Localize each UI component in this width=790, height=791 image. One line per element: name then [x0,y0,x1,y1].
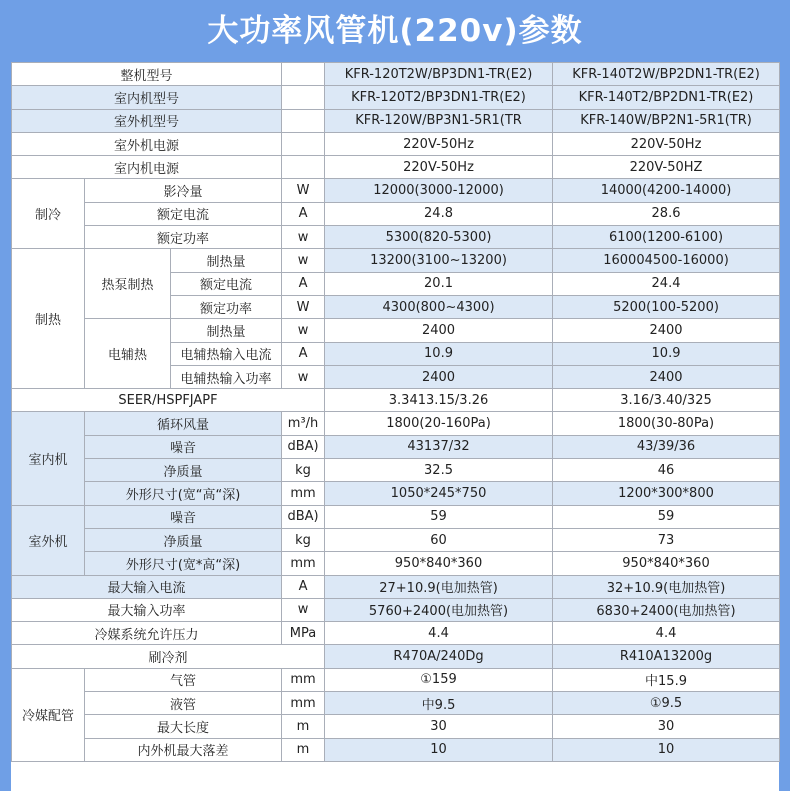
value-cell: 950*840*360 [325,552,553,575]
table-row [12,179,780,202]
value-cell: 73 [553,528,780,551]
unit-cell: kg [282,528,325,551]
unit-cell: W [282,179,325,202]
row-label: 最大输入功率 [12,598,282,621]
spec-sheet [11,62,779,791]
value-cell: 220V-50Hz [553,132,780,155]
value-cell: R470A/240Dg [325,645,553,668]
row-label: 室外机型号 [12,109,282,132]
value-cell: 10 [325,738,553,761]
value-cell: KFR-140W/BP2N1-5R1(TR) [553,109,780,132]
value-cell: 59 [325,505,553,528]
row-label: 额定功率 [85,226,282,249]
row-label: 额定功率 [171,295,282,318]
table-row [12,645,780,668]
unit-cell: mm [282,552,325,575]
group-label-indoor-unit: 室内机 [12,412,85,505]
value-cell: 中9.5 [325,692,553,715]
unit-cell: w [282,249,325,272]
table-row [12,86,780,109]
row-label: 制热量 [171,319,282,342]
value-cell: 220V-50HZ [553,156,780,179]
value-cell: 6830+2400(电加热管) [553,598,780,621]
value-cell: 24.8 [325,202,553,225]
row-label: 室外机电源 [12,132,282,155]
value-cell: 30 [553,715,780,738]
value-cell: 4300(800~4300) [325,295,553,318]
value-cell: 4.4 [325,622,553,645]
value-cell: 5200(100-5200) [553,295,780,318]
value-cell: 1800(30-80Pa) [553,412,780,435]
table-row [12,412,780,435]
unit-cell: A [282,342,325,365]
table-row [12,202,780,225]
table-row [12,692,780,715]
value-cell: KFR-120T2W/BP3DN1-TR(E2) [325,63,553,86]
unit-cell [282,156,325,179]
table-row [12,598,780,621]
value-cell: 220V-50Hz [325,132,553,155]
value-cell: ①9.5 [553,692,780,715]
row-label: 刷冷剂 [12,645,325,668]
row-label: 净质量 [85,459,282,482]
value-cell: 10.9 [553,342,780,365]
row-label: 制热量 [171,249,282,272]
value-cell: 中15.9 [553,668,780,691]
value-cell: 43/39/36 [553,435,780,458]
row-label: 冷媒系统允许压力 [12,622,282,645]
unit-cell: w [282,598,325,621]
value-cell: 3.3413.15/3.26 [325,389,553,412]
value-cell: 160004500-16000) [553,249,780,272]
group-label-heating: 制热 [12,249,85,389]
value-cell: 2400 [325,319,553,342]
value-cell: 13200(3100~13200) [325,249,553,272]
value-cell: 14000(4200-14000) [553,179,780,202]
value-cell: 20.1 [325,272,553,295]
row-label: 噪音 [85,505,282,528]
value-cell: KFR-120T2/BP3DN1-TR(E2) [325,86,553,109]
value-cell: 28.6 [553,202,780,225]
table-row [12,389,780,412]
value-cell: 1800(20-160Pa) [325,412,553,435]
row-label: 外形尺寸(宽“高“深) [85,482,282,505]
table-row [12,226,780,249]
unit-cell: w [282,365,325,388]
value-cell: 10 [553,738,780,761]
value-cell: R410A13200g [553,645,780,668]
row-label: 电辅热输入功率 [171,365,282,388]
table-row [12,132,780,155]
row-label: 循环风量 [85,412,282,435]
value-cell: 5760+2400(电加热管) [325,598,553,621]
table-row [12,715,780,738]
value-cell: 1050*245*750 [325,482,553,505]
unit-cell: w [282,319,325,342]
group-label-outdoor-unit: 室外机 [12,505,85,575]
value-cell: 2400 [553,365,780,388]
row-label: 最大长度 [85,715,282,738]
unit-cell [282,132,325,155]
table-row [12,575,780,598]
table-row [12,552,780,575]
value-cell: 32.5 [325,459,553,482]
table-row [12,528,780,551]
table-row [12,319,780,342]
value-cell: 12000(3000-12000) [325,179,553,202]
spec-table [11,62,780,762]
value-cell: KFR-120W/BP3N1-5R1(TR [325,109,553,132]
table-row [12,505,780,528]
table-row [12,459,780,482]
value-cell: 5300(820-5300) [325,226,553,249]
unit-cell: mm [282,692,325,715]
unit-cell: A [282,272,325,295]
unit-cell [282,63,325,86]
unit-cell: dBA) [282,505,325,528]
row-label: 额定电流 [85,202,282,225]
unit-cell [282,86,325,109]
row-label: 噪音 [85,435,282,458]
unit-cell: m [282,738,325,761]
value-cell: 10.9 [325,342,553,365]
value-cell: 3.16/3.40/325 [553,389,780,412]
unit-cell: dBA) [282,435,325,458]
value-cell: 43137/32 [325,435,553,458]
value-cell: 2400 [325,365,553,388]
table-row [12,622,780,645]
value-cell: KFR-140T2W/BP2DN1-TR(E2) [553,63,780,86]
row-label: 最大输入电流 [12,575,282,598]
row-label: 内外机最大落差 [85,738,282,761]
group-label-cooling: 制冷 [12,179,85,249]
row-label: 影冷量 [85,179,282,202]
unit-cell: m³/h [282,412,325,435]
row-label: 净质量 [85,528,282,551]
unit-cell: A [282,575,325,598]
value-cell: 950*840*360 [553,552,780,575]
table-row [12,156,780,179]
value-cell: 1200*300*800 [553,482,780,505]
unit-cell: MPa [282,622,325,645]
value-cell: 60 [325,528,553,551]
unit-cell: m [282,715,325,738]
unit-cell: A [282,202,325,225]
value-cell: 27+10.9(电加热管) [325,575,553,598]
row-label: 电辅热输入电流 [171,342,282,365]
value-cell: 32+10.9(电加热管) [553,575,780,598]
table-row [12,63,780,86]
value-cell: KFR-140T2/BP2DN1-TR(E2) [553,86,780,109]
value-cell: 2400 [553,319,780,342]
unit-cell: w [282,226,325,249]
row-label: 室内机电源 [12,156,282,179]
value-cell: 24.4 [553,272,780,295]
table-row [12,738,780,761]
value-cell: 6100(1200-6100) [553,226,780,249]
row-label: 液管 [85,692,282,715]
unit-cell [282,109,325,132]
row-label: 额定电流 [171,272,282,295]
subgroup-label-heatpump: 热泵制热 [85,249,171,319]
value-cell: 220V-50Hz [325,156,553,179]
unit-cell: W [282,295,325,318]
row-label: SEER/HSPFJAPF [12,389,325,412]
unit-cell: mm [282,668,325,691]
page-title: 大功率风管机(220v)参数 [207,13,583,49]
table-row [12,435,780,458]
row-label: 外形尺寸(宽*高“深) [85,552,282,575]
value-cell: 4.4 [553,622,780,645]
unit-cell: kg [282,459,325,482]
value-cell: 59 [553,505,780,528]
unit-cell: mm [282,482,325,505]
row-label: 气管 [85,668,282,691]
group-label-piping: 冷媒配管 [12,668,85,761]
value-cell: 30 [325,715,553,738]
table-row [12,249,780,272]
subgroup-label-aux: 电辅热 [85,319,171,389]
table-row [12,482,780,505]
value-cell: 46 [553,459,780,482]
table-row [12,109,780,132]
row-label: 室内机型号 [12,86,282,109]
value-cell: ①159 [325,668,553,691]
table-row [12,668,780,691]
row-label: 整机型号 [12,63,282,86]
